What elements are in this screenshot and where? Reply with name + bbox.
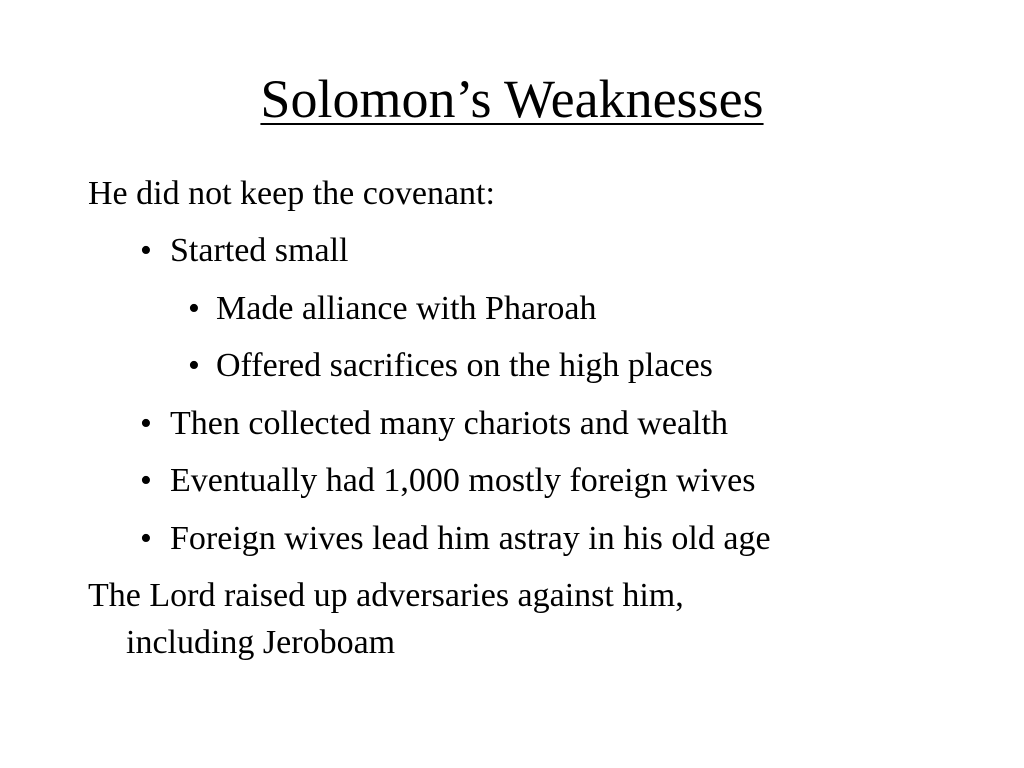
list-item-level1 [88, 174, 495, 214]
slide-title: Solomon’s Weaknesses [260, 69, 764, 129]
list-item-text: including Jeroboam [126, 624, 396, 661]
bullet-icon: • [140, 462, 152, 499]
bullet-icon: • [188, 290, 200, 327]
list-item-level1 [88, 576, 684, 616]
list-item-text: Made alliance with Pharoah [216, 290, 597, 327]
list-item-level2 [140, 231, 348, 271]
list-item-text: Eventually had 1,000 mostly foreign wives [170, 462, 756, 499]
list-item-text: Offered sacrifices on the high places [216, 347, 713, 384]
bullet-icon: • [140, 405, 152, 442]
bullet-icon: • [140, 520, 152, 557]
bullet-icon: • [188, 347, 200, 384]
list-item-level2 [140, 519, 771, 559]
list-item-continuation [126, 623, 395, 663]
list-item-level2 [140, 461, 755, 501]
list-item-text: Then collected many chariots and wealth [170, 405, 728, 442]
list-item-level3 [188, 289, 596, 329]
list-item-level3 [188, 346, 713, 386]
bullet-icon: • [140, 232, 152, 269]
list-item-text: Foreign wives lead him astray in his old age [170, 520, 771, 557]
list-item-text: The Lord raised up adversaries against him, [88, 577, 684, 614]
list-item-level2 [140, 404, 728, 444]
list-item-text: Started small [170, 232, 349, 269]
list-item-text: He did not keep the covenant: [88, 175, 495, 212]
